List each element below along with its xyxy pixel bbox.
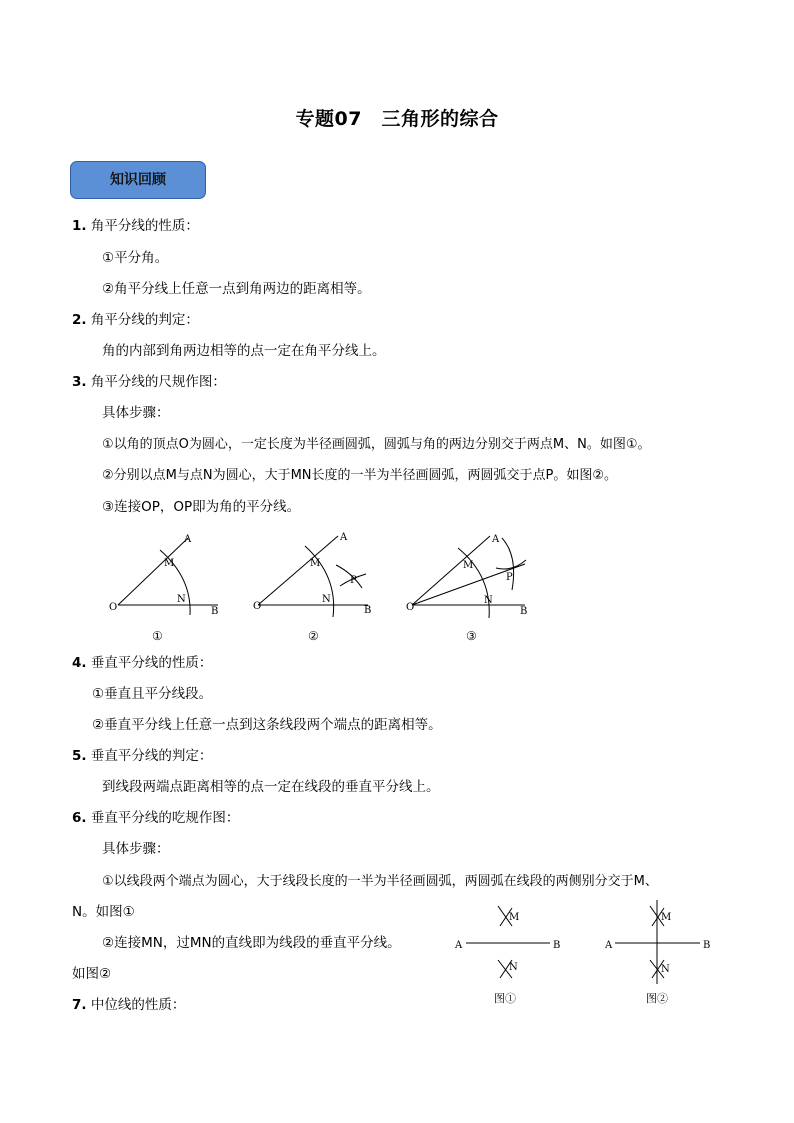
fig3-caption: ③	[466, 629, 477, 643]
pfig1-label-a: A	[455, 940, 463, 951]
item-3-heading: 3. 角平分线的尺规作图：	[72, 374, 226, 390]
item-1-heading: 1. 角平分线的性质：	[72, 218, 199, 234]
fig2-label-o: O	[253, 601, 262, 612]
pfig1-label-m: M	[509, 912, 520, 923]
fig2-label-m: M	[310, 558, 321, 569]
item-3-line-1: 具体步骤：	[102, 405, 170, 421]
item-6-line-2: ①以线段两个端点为圆心，大于线段长度的一半为半径画圆弧，两圆弧在线段的两侧别分交于M、	[102, 874, 658, 889]
item-7-heading: 7. 中位线的性质：	[72, 997, 186, 1013]
fig2-label-n: N	[322, 594, 331, 605]
perp-bisector-figures	[450, 898, 730, 1010]
item-6-line-5: 如图②	[72, 966, 112, 982]
item-1-line-1: ①平分角。	[102, 250, 169, 266]
fig3-label-o: O	[406, 602, 415, 613]
fig2-label-p: P	[350, 575, 357, 586]
fig1-label-b: B	[211, 606, 219, 617]
item-5-heading: 5. 垂直平分线的判定：	[72, 748, 213, 764]
item-4-line-2: ②垂直平分线上任意一点到这条线段两个端点的距离相等。	[92, 717, 442, 733]
angle-bisector-figures	[100, 528, 540, 648]
item-2-heading: 2. 角平分线的判定：	[72, 312, 199, 328]
pfig1-caption: 图①	[494, 992, 516, 1005]
pfig2-caption: 图②	[646, 992, 668, 1005]
fig3-label-n: N	[484, 595, 493, 606]
fig2-label-b: B	[364, 605, 372, 616]
fig1-label-n: N	[177, 594, 186, 605]
pfig2-label-m: M	[661, 912, 672, 923]
page-title: 专题07 三角形的综合	[295, 108, 499, 130]
item-6-line-3: N。如图①	[72, 904, 135, 920]
fig2-label-a: A	[340, 532, 348, 543]
item-1-line-2: ②角平分线上任意一点到角两边的距离相等。	[102, 281, 371, 297]
fig2-caption: ②	[308, 629, 319, 643]
fig2-arc	[305, 546, 334, 617]
fig1-label-o: O	[109, 602, 118, 613]
pfig1-label-n: N	[509, 962, 518, 973]
item-3-line-4: ③连接OP，OP即为角的平分线。	[102, 499, 301, 515]
pfig2-label-n: N	[661, 964, 670, 975]
fig3-arc-n	[496, 560, 526, 569]
section-badge: 知识回顾	[70, 161, 206, 199]
fig1-label-m: M	[164, 558, 175, 569]
pfig2-label-b: B	[703, 940, 711, 951]
item-6-line-4: ②连接MN，过MN的直线即为线段的垂直平分线。	[102, 935, 401, 951]
item-4-line-1: ①垂直且平分线段。	[92, 686, 213, 702]
item-4-heading: 4. 垂直平分线的性质：	[72, 655, 213, 671]
fig3-label-a: A	[492, 534, 500, 545]
fig3-label-p: P	[506, 572, 513, 583]
fig3-label-b: B	[520, 606, 528, 617]
fig1-label-a: A	[184, 534, 192, 545]
fig3-label-m: M	[463, 560, 474, 571]
item-6-line-1: 具体步骤：	[102, 841, 170, 857]
pfig1-label-b: B	[553, 940, 561, 951]
fig1-caption: ①	[152, 629, 163, 643]
item-3-line-2: ①以角的顶点O为圆心，一定长度为半径画圆弧，圆弧与角的两边分别交于两点M、N。如图①。	[102, 437, 651, 452]
item-6-heading: 6. 垂直平分线的吃规作图：	[72, 810, 240, 826]
item-3-line-3: ②分别以点M与点N为圆心，大于MN长度的一半为半径画圆弧，两圆弧交于点P。如图②。	[102, 468, 618, 483]
item-5-line-1: 到线段两端点距离相等的点一定在线段的垂直平分线上。	[102, 779, 440, 795]
pfig2-label-a: A	[605, 940, 613, 951]
item-2-line-1: 角的内部到角两边相等的点一定在角平分线上。	[102, 343, 386, 359]
